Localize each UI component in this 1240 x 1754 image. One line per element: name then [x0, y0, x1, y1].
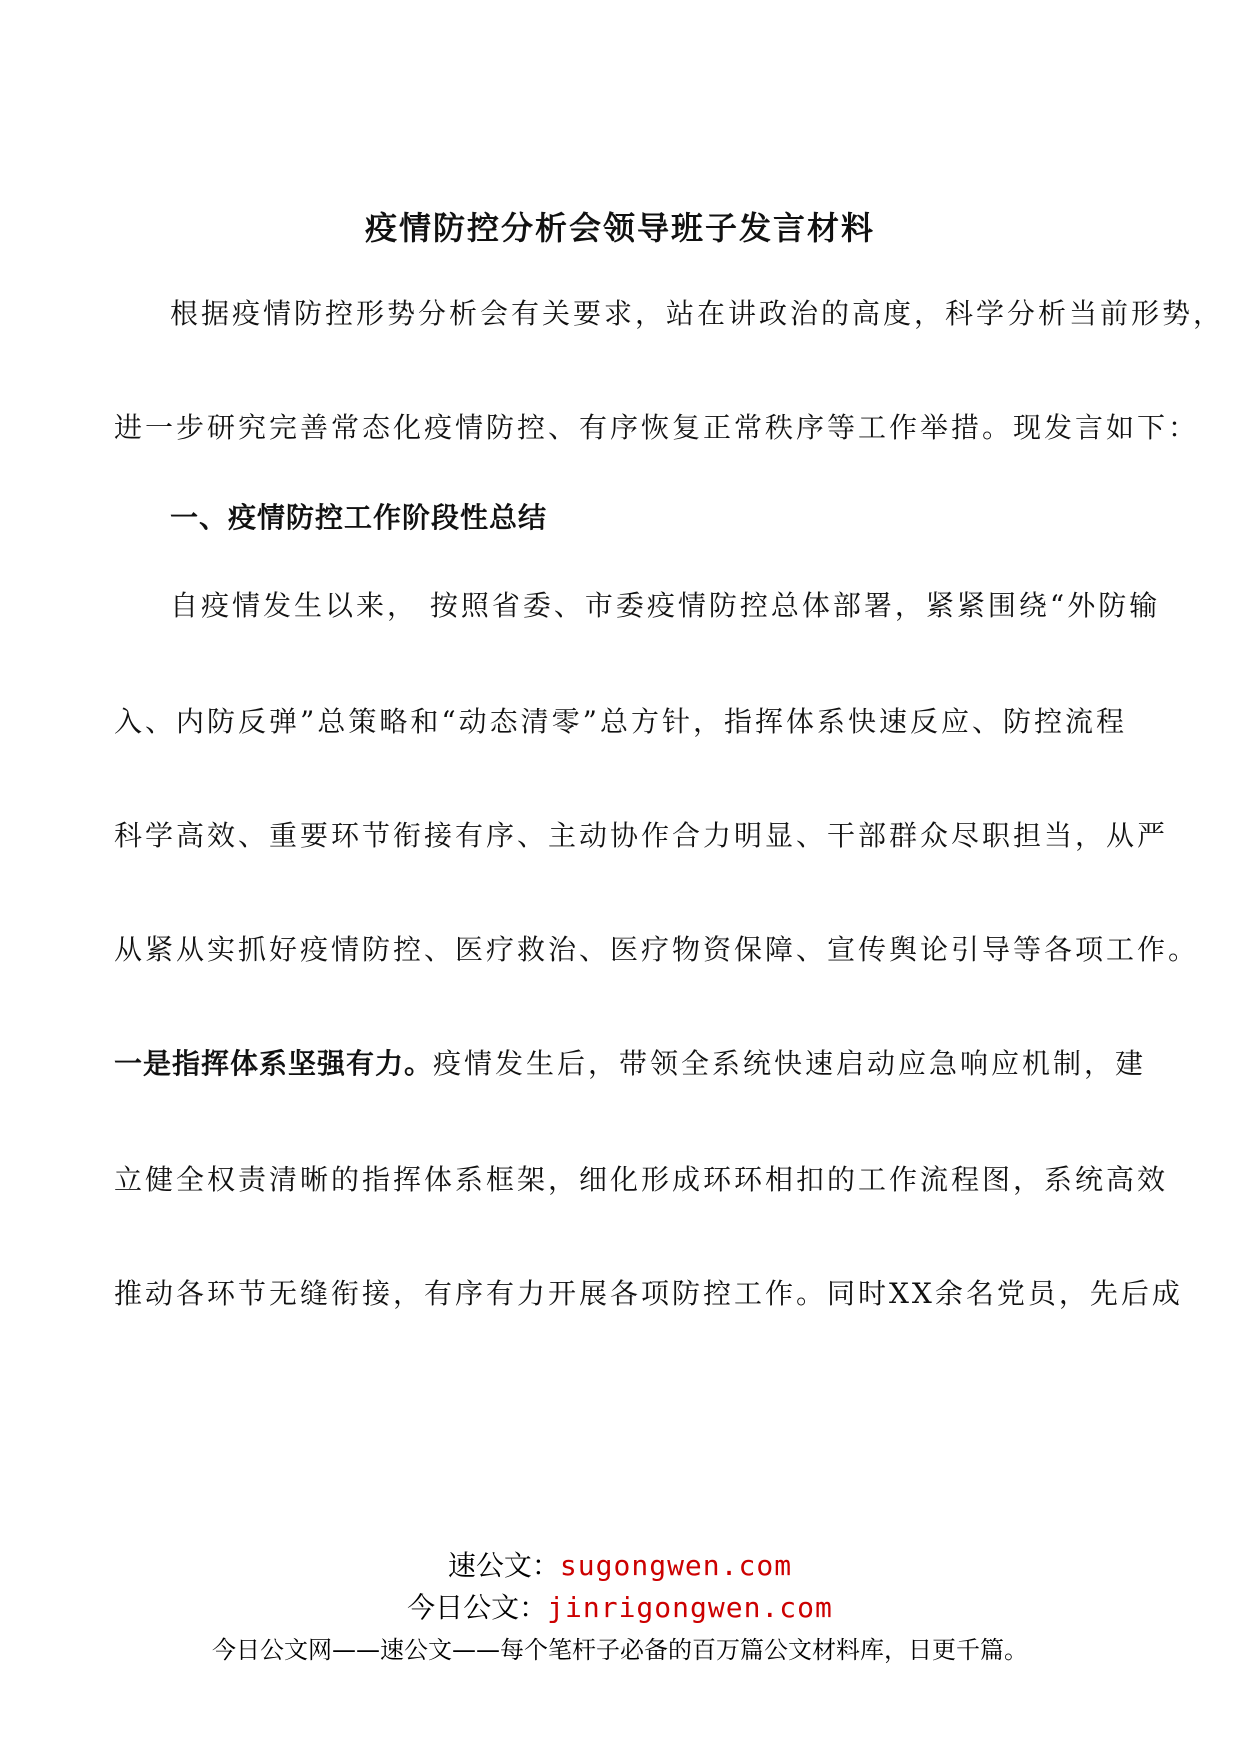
paragraph-line-2: 入、内防反弹”总策略和“动态清零”总方针，指挥体系快速反应、防控流程 [114, 705, 1127, 738]
footer-slogan: 今日公文网——速公文——每个笔杆子必备的百万篇公文材料库，日更千篇。 [212, 1636, 1028, 1664]
intro-line-2: 进一步研究完善常态化疫情防控、有序恢复正常秩序等工作举措。现发言如下： [114, 411, 1200, 444]
footer-jinrigongwen [0, 1588, 1240, 1628]
footer-label-1: 速公文： [447, 1549, 560, 1582]
footer-sugongwen [0, 1546, 1240, 1586]
paragraph-line-1: 自疫情发生以来， 按照省委、市委疫情防控总体部署，紧紧围绕“外防输 [170, 589, 1161, 622]
document-title: 疫情防控分析会领导班子发言材料 [364, 209, 875, 247]
point-line-1 [114, 1042, 1147, 1086]
section-heading: 一、疫情防控工作阶段性总结 [170, 501, 548, 534]
point-line-3: 推动各环节无缝衔接，有序有力开展各项防控工作。同时XX余名党员，先后成 [114, 1277, 1183, 1310]
intro-line-1: 根据疫情防控形势分析会有关要求，站在讲政治的高度，科学分析当前形势， [170, 297, 1225, 330]
sugongwen-link[interactable]: sugongwen.com [559, 1549, 793, 1582]
footer-label-2: 今日公文： [407, 1591, 548, 1624]
point-lead: 一是指挥体系坚强有力。 [114, 1047, 434, 1080]
paragraph-line-3: 科学高效、重要环节衔接有序、主动协作合力明显、干部群众尽职担当，从严 [114, 819, 1169, 852]
point-line-2: 立健全权责清晰的指挥体系框架，细化形成环环相扣的工作流程图，系统高效 [114, 1163, 1169, 1196]
paragraph-line-4: 从紧从实抓好疫情防控、医疗救治、医疗物资保障、宣传舆论引导等各项工作。 [114, 933, 1200, 966]
jinrigongwen-link[interactable]: jinrigongwen.com [547, 1591, 833, 1624]
point-text: 疫情发生后，带领全系统快速启动应急响应机制，建 [433, 1047, 1147, 1080]
